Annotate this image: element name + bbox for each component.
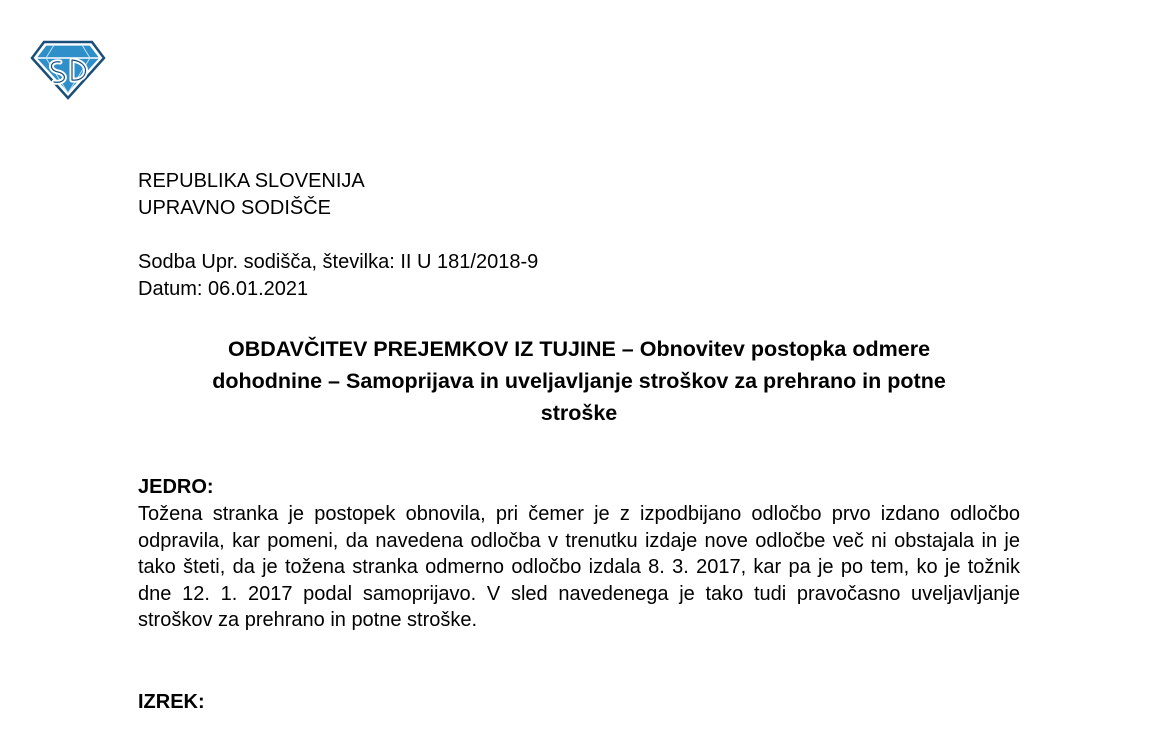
sd-logo-icon — [30, 40, 106, 100]
izrek-section — [138, 689, 1020, 716]
document-body — [138, 168, 1020, 716]
jedro-text: Tožena stranka je postopek obnovila, pri čemer je z izpodbijano odločbo prvo izdano odločbo odpravila, kar pomeni, da navedena odločba v trenutku izdaje nove odločbe več ni obstajala in je tako šteti, da je tožena stranka odmerno odločbo izdala 8. 3. 2017, kar pa je po tem, ko je tožnik dne 12. 1. 2017 podal samoprijavo. V sled navedenega je tako tudi pravočasno uveljavljanje stroškov za prehrano in potne stroške. — [138, 503, 1020, 631]
court-name: UPRAVNO SODIŠČE — [138, 197, 331, 219]
document-header — [138, 168, 1020, 222]
country-name: REPUBLIKA SLOVENIJA — [138, 170, 365, 192]
jedro-heading: JEDRO: — [138, 476, 214, 498]
case-reference — [138, 249, 1020, 303]
jedro-section — [138, 474, 1020, 634]
decision-date: Datum: 06.01.2021 — [138, 278, 309, 300]
izrek-heading: IZREK: — [138, 690, 205, 713]
document-title: OBDAVČITEV PREJEMKOV IZ TUJINE – Obnovitev postopka odmere dohodnine – Samoprijava in uveljavljanje stroškov za prehrano in potne stroške — [212, 337, 946, 425]
case-number: Sodba Upr. sodišča, številka: II U 181/2018-9 — [138, 251, 539, 273]
